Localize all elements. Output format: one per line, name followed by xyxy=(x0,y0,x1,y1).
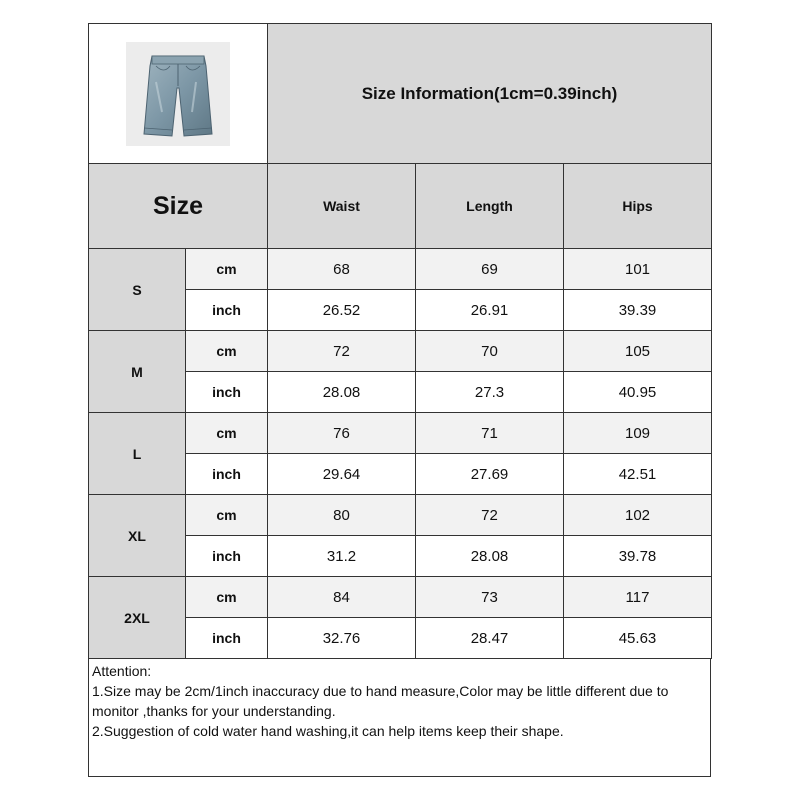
size-info-title: Size Information(1cm=0.39inch) xyxy=(268,24,712,164)
unit-inch: inch xyxy=(186,454,268,495)
col-header-waist: Waist xyxy=(268,164,416,249)
table-row xyxy=(89,577,712,618)
table-cell: 72 xyxy=(416,495,564,536)
size-label: XL xyxy=(89,495,186,577)
table-cell: 76 xyxy=(268,413,416,454)
table-row xyxy=(89,413,712,454)
table-cell: 39.39 xyxy=(564,290,712,331)
table-cell: 73 xyxy=(416,577,564,618)
notes-heading: Attention: xyxy=(92,663,152,679)
table-cell: 40.95 xyxy=(564,372,712,413)
unit-inch: inch xyxy=(186,536,268,577)
table-cell: 102 xyxy=(564,495,712,536)
size-label: S xyxy=(89,249,186,331)
notes-line-2: 2.Suggestion of cold water hand washing,it can help items keep their shape. xyxy=(92,723,564,739)
table-cell: 109 xyxy=(564,413,712,454)
table-cell: 28.47 xyxy=(416,618,564,659)
table-cell: 42.51 xyxy=(564,454,712,495)
size-header: Size xyxy=(89,164,268,249)
product-image-cell xyxy=(89,24,268,164)
table-row xyxy=(89,331,712,372)
attention-notes xyxy=(88,658,711,777)
table-row xyxy=(89,249,712,290)
table-cell: 28.08 xyxy=(268,372,416,413)
notes-line-1: 1.Size may be 2cm/1inch inaccuracy due to hand measure,Color may be little different due to monitor ,thanks for your understanding. xyxy=(92,683,669,719)
unit-cm: cm xyxy=(186,331,268,372)
denim-shorts-image xyxy=(126,42,230,146)
table-cell: 105 xyxy=(564,331,712,372)
size-label: M xyxy=(89,331,186,413)
table-cell: 27.3 xyxy=(416,372,564,413)
unit-inch: inch xyxy=(186,372,268,413)
table-cell: 117 xyxy=(564,577,712,618)
table-cell: 84 xyxy=(268,577,416,618)
table-cell: 39.78 xyxy=(564,536,712,577)
table-cell: 68 xyxy=(268,249,416,290)
table-cell: 28.08 xyxy=(416,536,564,577)
size-chart-table xyxy=(88,23,712,659)
unit-cm: cm xyxy=(186,249,268,290)
table-cell: 32.76 xyxy=(268,618,416,659)
table-row xyxy=(89,495,712,536)
unit-inch: inch xyxy=(186,290,268,331)
table-cell: 26.52 xyxy=(268,290,416,331)
table-cell: 101 xyxy=(564,249,712,290)
table-cell: 69 xyxy=(416,249,564,290)
col-header-hips: Hips xyxy=(564,164,712,249)
table-cell: 80 xyxy=(268,495,416,536)
table-cell: 72 xyxy=(268,331,416,372)
unit-cm: cm xyxy=(186,495,268,536)
size-label: L xyxy=(89,413,186,495)
table-cell: 26.91 xyxy=(416,290,564,331)
size-label: 2XL xyxy=(89,577,186,659)
col-header-length: Length xyxy=(416,164,564,249)
unit-cm: cm xyxy=(186,413,268,454)
table-cell: 45.63 xyxy=(564,618,712,659)
table-cell: 29.64 xyxy=(268,454,416,495)
table-cell: 27.69 xyxy=(416,454,564,495)
table-cell: 70 xyxy=(416,331,564,372)
table-cell: 31.2 xyxy=(268,536,416,577)
denim-shorts-icon xyxy=(126,42,230,146)
unit-inch: inch xyxy=(186,618,268,659)
table-cell: 71 xyxy=(416,413,564,454)
unit-cm: cm xyxy=(186,577,268,618)
